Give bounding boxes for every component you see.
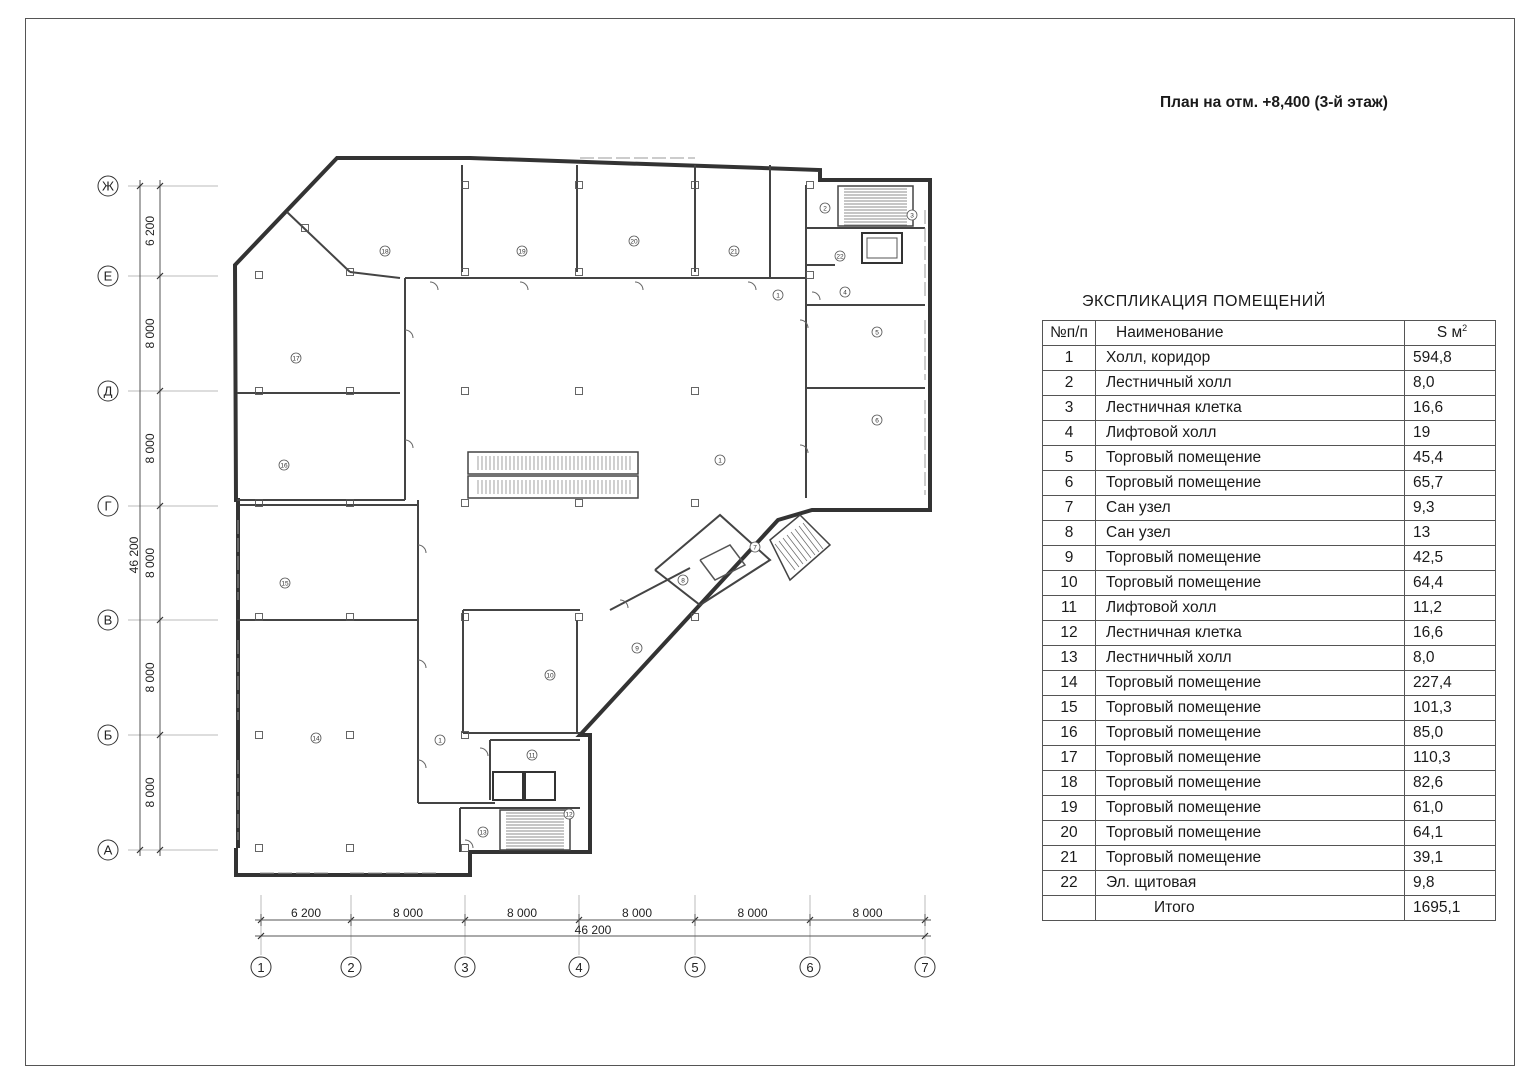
door-swing — [748, 282, 756, 290]
structural-column — [256, 732, 263, 739]
room-tag-number: 4 — [843, 289, 847, 297]
dim-text-h: 6 200 — [290, 906, 322, 920]
stair-tread — [787, 535, 807, 561]
header-area-sup: 2 — [1462, 323, 1468, 334]
row-name: Торговый помещение — [1096, 796, 1405, 821]
row-area: 227,4 — [1405, 671, 1496, 696]
dim-text-v: 8 000 — [143, 547, 157, 579]
structural-column — [256, 272, 263, 279]
row-name: Лестничный холл — [1096, 371, 1405, 396]
dim-text-v: 8 000 — [143, 318, 157, 349]
door-swing — [430, 282, 438, 290]
row-name: Эл. щитовая — [1096, 871, 1405, 896]
dim-text-h: 8 000 — [852, 906, 883, 920]
row-area: 11,2 — [1405, 596, 1496, 621]
door-swing — [418, 660, 426, 668]
structural-column — [692, 388, 699, 395]
axis-letter: В — [103, 612, 113, 628]
stair-tread — [783, 538, 803, 564]
row-area: 42,5 — [1405, 546, 1496, 571]
room-tag-number: 1 — [438, 737, 442, 745]
structural-column — [807, 182, 814, 189]
row-area: 13 — [1405, 521, 1496, 546]
room-tag-number: 1 — [718, 457, 722, 465]
door-swing — [812, 292, 820, 300]
stair-tread — [791, 532, 811, 558]
dim-text-v: 8 000 — [143, 777, 157, 808]
row-name: Торговый помещение — [1096, 771, 1405, 796]
row-num: 3 — [1043, 396, 1096, 421]
structural-column — [692, 500, 699, 507]
row-name: Лестничная клетка — [1096, 396, 1405, 421]
explication-title: ЭКСПЛИКАЦИЯ ПОМЕЩЕНИЙ — [1082, 293, 1326, 310]
room-tag-number: 9 — [635, 645, 639, 653]
door-swing — [465, 840, 473, 848]
door-swing — [405, 330, 413, 338]
elevator-shaft — [525, 772, 555, 800]
room-tag-number: 22 — [836, 253, 844, 261]
room-tag-number: 11 — [528, 752, 536, 760]
dim-text-v: 8 000 — [143, 433, 157, 464]
door-swing — [418, 545, 426, 553]
axis-labels — [98, 176, 935, 977]
escalator — [468, 452, 638, 474]
axis-number: 3 — [461, 960, 469, 975]
axis-letter: Г — [104, 498, 112, 514]
structural-column — [576, 614, 583, 621]
elevator-shaft — [493, 772, 523, 800]
row-num: 16 — [1043, 721, 1096, 746]
row-area: 64,4 — [1405, 571, 1496, 596]
structural-column — [347, 732, 354, 739]
room-tag-number: 18 — [381, 248, 389, 256]
row-name: Торговый помещение — [1096, 446, 1405, 471]
row-name: Лестничный холл — [1096, 646, 1405, 671]
row-area: 39,1 — [1405, 846, 1496, 871]
escalator — [468, 476, 638, 498]
axis-number: 5 — [691, 960, 699, 975]
door-swing — [520, 282, 528, 290]
axis-number: 4 — [575, 960, 583, 975]
room-tag-number: 5 — [875, 329, 879, 337]
structural-column — [576, 388, 583, 395]
axis-number: 2 — [347, 960, 355, 975]
structural-column — [576, 500, 583, 507]
dim-text-v-total: 46 200 — [127, 536, 141, 574]
structural-column — [807, 272, 814, 279]
axis-letter: А — [103, 842, 113, 858]
row-name: Торговый помещение — [1096, 696, 1405, 721]
row-num: 6 — [1043, 471, 1096, 496]
dim-text-h: 8 000 — [737, 906, 768, 920]
row-area: 101,3 — [1405, 696, 1496, 721]
room-tag-number: 21 — [730, 248, 738, 256]
axis-letter: Ж — [101, 178, 115, 194]
row-num: 13 — [1043, 646, 1096, 671]
room-tag-number: 20 — [630, 238, 638, 246]
row-num: 1 — [1043, 346, 1096, 371]
building-walls — [235, 158, 930, 875]
structural-column — [462, 500, 469, 507]
axis-number: 1 — [257, 960, 265, 975]
row-name: Лифтовой холл — [1096, 421, 1405, 446]
room-tag-number: 15 — [281, 580, 289, 588]
row-area: 45,4 — [1405, 446, 1496, 471]
stair-tread — [799, 526, 819, 552]
dim-text-h: 8 000 — [506, 906, 538, 920]
room-tag-number: 8 — [681, 577, 685, 585]
door-swing — [418, 760, 426, 768]
header-name: Наименование — [1096, 321, 1405, 346]
row-num: 15 — [1043, 696, 1096, 721]
structural-column — [462, 845, 469, 852]
room-tag-number: 7 — [753, 544, 757, 552]
room-tag-number: 13 — [479, 829, 487, 837]
row-name: Торговый помещение — [1096, 746, 1405, 771]
room-tag-number: 17 — [292, 355, 300, 363]
axis-number: 6 — [806, 960, 814, 975]
axis-letter: Б — [103, 727, 113, 743]
axis-letter: Е — [103, 268, 113, 284]
room-tag-number: 2 — [823, 205, 827, 213]
total-area: 1695,1 — [1405, 896, 1496, 921]
dim-text-h: 8 000 — [392, 906, 424, 920]
row-num: 14 — [1043, 671, 1096, 696]
row-name: Торговый помещение — [1096, 721, 1405, 746]
header-num: №п/п — [1043, 321, 1096, 346]
row-name: Торговый помещение — [1096, 546, 1405, 571]
room-tag-number: 12 — [565, 811, 573, 819]
row-area: 61,0 — [1405, 796, 1496, 821]
row-name: Торговый помещение — [1096, 821, 1405, 846]
row-area: 9,3 — [1405, 496, 1496, 521]
row-num: 9 — [1043, 546, 1096, 571]
row-num: 17 — [1043, 746, 1096, 771]
plan-title: План на отм. +8,400 (3-й этаж) — [1160, 94, 1388, 111]
dim-text-h-total: 46 200 — [574, 923, 612, 937]
stair-tread — [795, 529, 815, 555]
door-swing — [635, 282, 643, 290]
row-area: 8,0 — [1405, 646, 1496, 671]
staircase-exit — [770, 515, 830, 580]
total-label: Итого — [1096, 896, 1405, 921]
row-num: 19 — [1043, 796, 1096, 821]
header-area-prefix: S м — [1436, 324, 1463, 342]
row-area: 85,0 — [1405, 721, 1496, 746]
room-tag-number: 19 — [518, 248, 526, 256]
dim-text-v: 8 000 — [143, 662, 157, 693]
row-name: Торговый помещение — [1096, 471, 1405, 496]
row-name: Торговый помещение — [1096, 571, 1405, 596]
room-tag-number: 10 — [546, 672, 554, 680]
row-num: 20 — [1043, 821, 1096, 846]
row-num: 21 — [1043, 846, 1096, 871]
room-tag-number: 6 — [875, 417, 879, 425]
interior-wall — [287, 212, 350, 272]
room-tag-number: 3 — [910, 212, 914, 220]
row-name: Торговый помещение — [1096, 671, 1405, 696]
row-num: 11 — [1043, 596, 1096, 621]
row-num: 2 — [1043, 371, 1096, 396]
structural-column — [347, 845, 354, 852]
room-tag-number: 16 — [280, 462, 288, 470]
row-num: 18 — [1043, 771, 1096, 796]
row-name: Холл, коридор — [1096, 346, 1405, 371]
row-num: 5 — [1043, 446, 1096, 471]
door-swing — [480, 748, 488, 756]
row-area: 82,6 — [1405, 771, 1496, 796]
room-tag-number: 14 — [312, 735, 320, 743]
row-area: 64,1 — [1405, 821, 1496, 846]
dim-text-h: 8 000 — [621, 906, 653, 920]
row-num: 10 — [1043, 571, 1096, 596]
interior-wall — [350, 272, 400, 278]
row-num: 4 — [1043, 421, 1096, 446]
row-area: 19 — [1405, 421, 1496, 446]
axis-number: 7 — [921, 960, 929, 975]
dim-text-v: 6 200 — [143, 215, 157, 247]
elevator-car — [867, 238, 897, 258]
row-area: 9,8 — [1405, 871, 1496, 896]
row-name: Сан узел — [1096, 521, 1405, 546]
row-name: Лестничная клетка — [1096, 621, 1405, 646]
row-num: 22 — [1043, 871, 1096, 896]
structural-column — [462, 388, 469, 395]
row-name: Лифтовой холл — [1096, 596, 1405, 621]
row-area: 16,6 — [1405, 396, 1496, 421]
row-area: 8,0 — [1405, 371, 1496, 396]
structural-column — [256, 845, 263, 852]
door-swing — [405, 440, 413, 448]
row-num: 8 — [1043, 521, 1096, 546]
room-tag-number: 1 — [776, 292, 780, 300]
row-area: 594,8 — [1405, 346, 1496, 371]
row-num: 12 — [1043, 621, 1096, 646]
row-area: 65,7 — [1405, 471, 1496, 496]
row-name: Торговый помещение — [1096, 846, 1405, 871]
row-area: 16,6 — [1405, 621, 1496, 646]
row-num: 7 — [1043, 496, 1096, 521]
axis-letter: Д — [103, 383, 113, 399]
row-area: 110,3 — [1405, 746, 1496, 771]
row-name: Сан узел — [1096, 496, 1405, 521]
room-tags — [279, 203, 917, 837]
